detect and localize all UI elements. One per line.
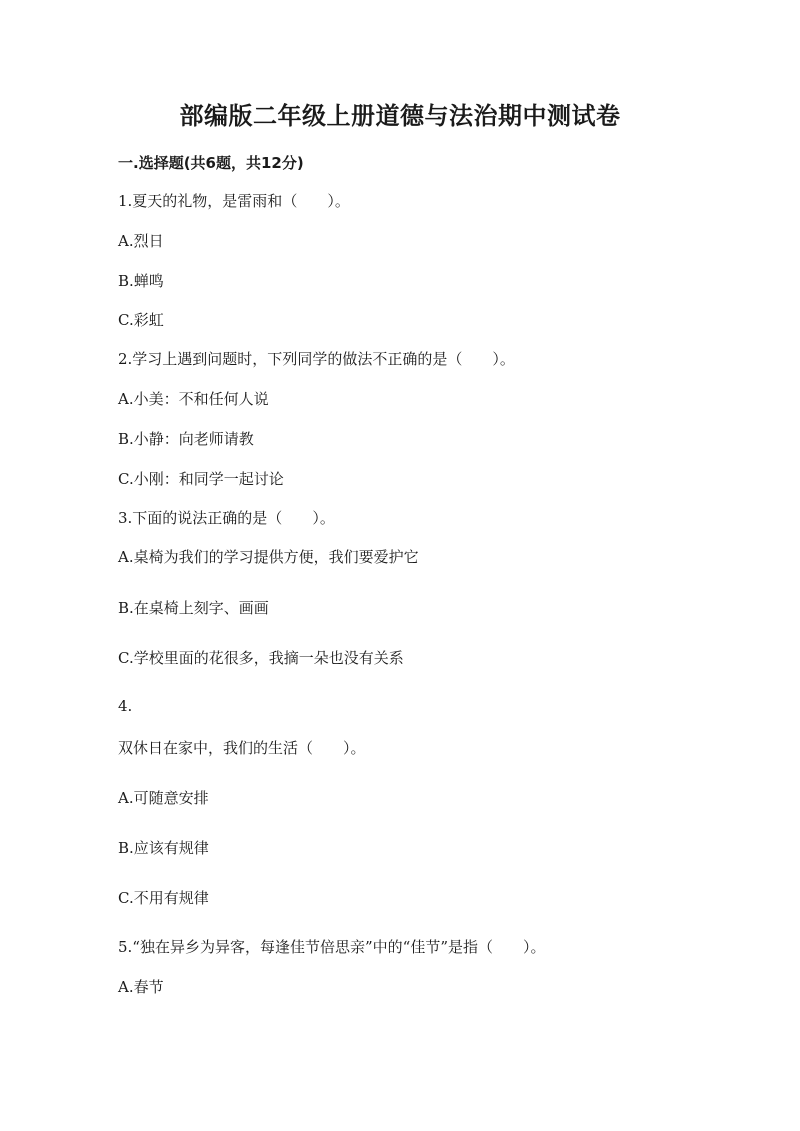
question-5-option-a: A.春节 <box>118 978 164 996</box>
question-4-option-c: C.不用有规律 <box>118 889 209 907</box>
question-1-option-a: A.烈日 <box>118 232 164 250</box>
question-1-stem: 1.夏天的礼物，是雷雨和（ ）。 <box>118 192 350 210</box>
question-2-option-a: A.小美：不和任何人说 <box>118 390 269 408</box>
question-3-stem: 3.下面的说法正确的是（ ）。 <box>118 509 335 527</box>
question-2-option-c: C.小刚：和同学一起讨论 <box>118 470 284 488</box>
question-3-option-c: C.学校里面的花很多，我摘一朵也没有关系 <box>118 649 404 667</box>
question-4-stem: 双休日在家中，我们的生活（ ）。 <box>118 739 366 757</box>
question-3-option-b: B.在桌椅上刻字、画画 <box>118 599 269 617</box>
section-heading-multiple-choice: 一.选择题(共6题，共12分) <box>118 154 304 172</box>
question-4-option-a: A.可随意安排 <box>118 789 209 807</box>
question-4-number: 4. <box>118 697 133 715</box>
page-title: 部编版二年级上册道德与法治期中测试卷 <box>179 102 621 130</box>
question-2-option-b: B.小静：向老师请教 <box>118 430 254 448</box>
question-1-option-c: C.彩虹 <box>118 311 164 329</box>
question-4-option-b: B.应该有规律 <box>118 839 209 857</box>
question-1-option-b: B.蝉鸣 <box>118 272 164 290</box>
question-3-option-a: A.桌椅为我们的学习提供方便，我们要爱护它 <box>118 548 419 566</box>
question-5-stem: 5.“独在异乡为异客，每逢佳节倍思亲”中的“佳节”是指（ ）。 <box>118 938 546 956</box>
question-2-stem: 2.学习上遇到问题时，下列同学的做法不正确的是（ ）。 <box>118 350 515 368</box>
